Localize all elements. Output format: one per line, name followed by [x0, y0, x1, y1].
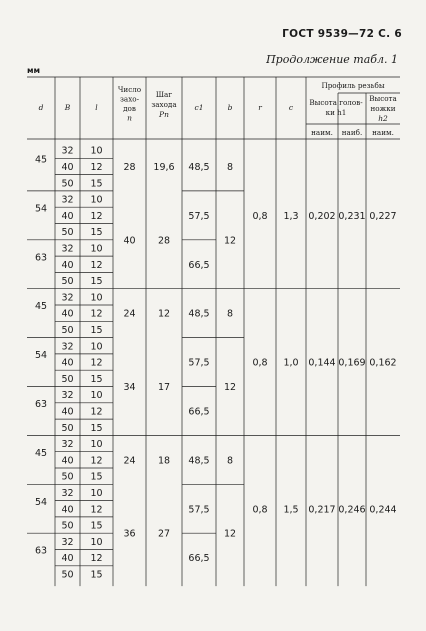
cell-B: 50 [61, 373, 74, 385]
col-header-head-height: ки h1 [325, 108, 347, 117]
cell-c: 1,5 [283, 504, 299, 516]
cell-B: 40 [61, 308, 74, 320]
cell-l: 10 [90, 536, 103, 548]
cell-c1: 66,5 [188, 553, 210, 565]
cell-B: 50 [61, 178, 74, 190]
cell-h1-min: 0,144 [308, 357, 336, 369]
cell-c1: 57,5 [188, 210, 210, 222]
cell-c1: 48,5 [188, 161, 210, 173]
cell-B: 40 [61, 357, 74, 369]
cell-l: 10 [90, 439, 103, 451]
cell-l: 15 [90, 520, 103, 532]
cell-l: 12 [90, 210, 103, 222]
cell-h1-min: 0,202 [308, 210, 336, 222]
cell-B: 40 [61, 161, 74, 173]
col-header-leg-height: h2 [378, 114, 388, 123]
cell-c1: 57,5 [188, 357, 210, 369]
col-header-starts: захо- [119, 94, 140, 104]
col-header-c1: c1 [194, 103, 204, 112]
cell-starts: 36 [123, 528, 136, 540]
cell-starts: 24 [123, 308, 136, 320]
cell-d: 63 [34, 545, 48, 557]
cell-B: 32 [61, 292, 74, 304]
cell-B: 40 [61, 455, 74, 467]
cell-l: 15 [90, 373, 103, 385]
col-header-l: l [95, 103, 98, 112]
cell-l: 10 [90, 390, 103, 402]
cell-b: 8 [226, 161, 234, 173]
col-header-b: b [227, 103, 233, 112]
cell-h2-min: 0,162 [369, 357, 397, 369]
cell-h1-min: 0,217 [308, 504, 336, 516]
cell-starts: 34 [123, 382, 136, 393]
cell-l: 12 [90, 553, 103, 565]
cell-l: 15 [90, 324, 103, 336]
cell-B: 40 [61, 406, 74, 418]
col-header-min: наим. [372, 128, 394, 137]
cell-pitch: 17 [157, 382, 171, 393]
document-number: ГОСТ 9539—72 С. 6 [282, 28, 402, 40]
cell-l: 10 [90, 341, 103, 353]
cell-d: 54 [34, 496, 48, 508]
col-header-max: наиб. [341, 128, 363, 137]
cell-starts: 24 [123, 455, 136, 467]
cell-c: 1,3 [283, 210, 299, 222]
col-header-min: наим. [311, 128, 333, 137]
col-header-d: d [38, 103, 44, 112]
cell-starts: 40 [123, 235, 136, 247]
cell-l: 10 [90, 487, 103, 499]
cell-h1-max: 0,231 [338, 210, 366, 222]
cell-d: 54 [34, 203, 48, 215]
cell-B: 40 [61, 504, 74, 516]
cell-B: 40 [61, 553, 74, 565]
cell-b: 8 [226, 308, 234, 320]
cell-b: 12 [223, 528, 237, 540]
cell-B: 50 [61, 276, 74, 288]
cell-l: 12 [90, 259, 103, 271]
cell-b: 12 [223, 382, 237, 393]
cell-l: 15 [90, 276, 103, 288]
cell-l: 12 [90, 161, 103, 173]
col-header-leg-height: ножки [370, 104, 396, 113]
col-header-B: B [64, 103, 71, 112]
cell-d: 63 [34, 398, 48, 410]
cell-l: 12 [90, 308, 103, 320]
cell-h2-min: 0,227 [369, 210, 397, 222]
cell-pitch: 12 [157, 308, 171, 320]
cell-B: 32 [61, 145, 74, 157]
col-header-leg-height: Высота [369, 94, 397, 103]
cell-l: 12 [90, 455, 103, 467]
cell-l: 10 [90, 243, 103, 255]
cell-c1: 48,5 [188, 308, 210, 320]
cell-B: 32 [61, 341, 74, 353]
cell-r: 0,8 [252, 210, 268, 222]
cell-r: 0,8 [252, 357, 268, 369]
col-header-starts: Число [117, 85, 142, 94]
cell-d: 63 [34, 252, 48, 264]
cell-b: 8 [226, 455, 234, 467]
col-header-profile: Профиль резьбы [321, 81, 385, 90]
col-header-pitch: Шаг [155, 90, 173, 99]
cell-pitch: 18 [157, 455, 171, 467]
cell-B: 50 [61, 422, 74, 434]
cell-B: 40 [61, 259, 74, 271]
cell-l: 10 [90, 292, 103, 304]
cell-l: 12 [90, 504, 103, 516]
cell-B: 50 [61, 520, 74, 532]
cell-c: 1,0 [283, 357, 299, 369]
col-header-starts: n [127, 113, 132, 123]
cell-l: 15 [90, 471, 103, 483]
cell-d: 54 [34, 350, 48, 362]
col-header-pitch: захода [151, 100, 177, 109]
col-header-pitch: Pn [159, 110, 169, 119]
cell-pitch: 19,6 [153, 161, 175, 173]
cell-h1-max: 0,169 [338, 357, 366, 369]
cell-l: 15 [90, 422, 103, 434]
cell-d: 45 [34, 154, 48, 166]
cell-d: 45 [34, 301, 48, 313]
table-continuation-caption: Продолжение табл. 1 [266, 53, 398, 66]
cell-d: 45 [34, 447, 48, 459]
cell-B: 32 [61, 243, 74, 255]
cell-B: 50 [61, 324, 74, 336]
col-header-c: c [288, 103, 294, 112]
cell-c1: 48,5 [188, 455, 210, 467]
cell-b: 12 [223, 235, 237, 247]
cell-c1: 57,5 [188, 504, 210, 516]
cell-l: 10 [90, 194, 103, 206]
cell-l: 15 [90, 178, 103, 190]
cell-l: 15 [90, 227, 103, 239]
units-label: мм [27, 66, 41, 75]
cell-l: 15 [90, 569, 103, 581]
cell-B: 32 [61, 390, 74, 402]
cell-starts: 28 [123, 161, 136, 173]
cell-l: 10 [90, 145, 103, 157]
cell-B: 32 [61, 536, 74, 548]
cell-c1: 66,5 [188, 259, 210, 271]
cell-B: 32 [61, 487, 74, 499]
cell-l: 12 [90, 406, 103, 418]
cell-B: 50 [61, 471, 74, 483]
col-header-head-height: Высота голов- [309, 98, 363, 107]
cell-pitch: 28 [157, 235, 171, 247]
cell-h2-min: 0,244 [369, 504, 397, 516]
cell-l: 12 [90, 357, 103, 369]
col-header-starts: дов [123, 104, 136, 113]
cell-B: 32 [61, 194, 74, 206]
cell-B: 50 [61, 569, 74, 581]
col-header-r: r [258, 103, 262, 112]
cell-B: 40 [61, 210, 74, 222]
cell-h1-max: 0,246 [338, 504, 366, 516]
cell-c1: 66,5 [188, 406, 210, 418]
cell-pitch: 27 [157, 528, 171, 540]
cell-B: 32 [61, 439, 74, 451]
cell-B: 50 [61, 227, 74, 239]
cell-r: 0,8 [252, 504, 268, 516]
